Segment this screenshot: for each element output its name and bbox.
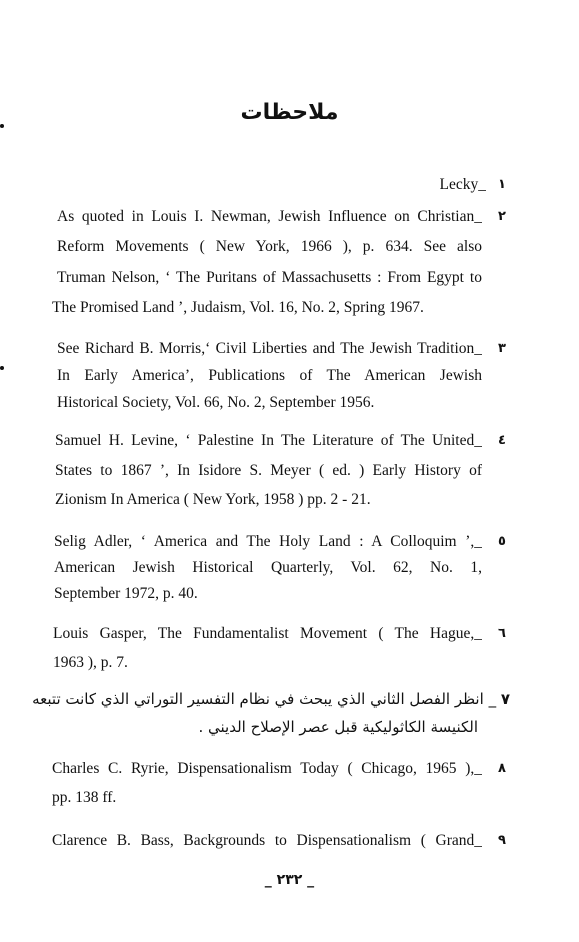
note-1 [52,176,508,198]
note-8 [52,760,508,810]
note-4 [52,432,508,512]
note-4-line-3: Zionism In America ( New York, 1958 ) pp. 2 - 21. [55,491,371,508]
note-2 [52,208,508,328]
page-number: _ ٢٣٢ _ [264,872,315,888]
note-8-line-1: Charles C. Ryrie, Dispensationalism Today ( Chicago, 1965 ),_ [52,760,482,777]
note-5-line-2: American Jewish Historical Quarterly, Vol. 62, No. 1, [54,559,482,576]
note-3 [52,340,508,420]
note-number: ٦ [498,626,506,641]
scan-speck [0,366,4,370]
note-number: ٧ [500,690,510,708]
note-9 [52,832,508,856]
note-3-line-1: See Richard B. Morris,‘ Civil Liberties and The Jewish Tradition_ [57,340,482,357]
note-4-line-1: Samuel H. Levine, ‘ Palestine In The Literature of The United_ [55,432,482,449]
note-5 [52,533,508,613]
note-7-line-1: ٧ _ انظر الفصل الثاني الذي يبحث في نظام التفسير التوراتي الذي كانت تتبعه [32,690,510,708]
note-1-line-1: Lecky_ [439,176,486,193]
note-number: ٨ [498,761,506,776]
note-number: ١ [498,177,506,192]
note-number: ٥ [498,534,506,549]
note-number: ٩ [498,833,506,848]
note-4-line-2: States to 1867 ’, In Isidore S. Meyer ( ed. ) Early History of [55,462,482,479]
note-number: ٢ [498,209,506,224]
note-number: ٣ [498,341,506,356]
note-3-line-2: In Early America’, Publications of The American Jewish [57,367,482,384]
note-2-line-3: Truman Nelson, ‘ The Puritans of Massachusetts : From Egypt to [57,269,482,286]
note-5-line-1: Selig Adler, ‘ America and The Holy Land : A Colloquim ’,_ [54,533,482,550]
page-title: ملاحظات [240,100,339,125]
note-2-line-2: Reform Movements ( New York, 1966 ), p. 634. See also [57,238,482,255]
note-2-line-1: As quoted in Louis I. Newman, Jewish Influence on Christian_ [57,208,482,225]
note-6 [52,625,508,675]
note-2-line-4: The Promised Land ’, Judaism, Vol. 16, No. 2, Spring 1967. [52,299,424,316]
note-number: ٤ [498,433,506,448]
note-9-line-1: Clarence B. Bass, Backgrounds to Dispensationalism ( Grand_ [52,832,482,849]
note-5-line-3: September 1972, p. 40. [54,585,198,602]
note-6-line-2: 1963 ), p. 7. [53,654,128,671]
note-6-line-1: Louis Gasper, The Fundamentalist Movement ( The Hague,_ [53,625,482,642]
note-3-line-3: Historical Society, Vol. 66, No. 2, September 1956. [57,394,375,411]
note-7-arabic [32,690,510,746]
note-7-line-2: الكنيسة الكاثوليكية قبل عصر الإصلاح الديني . [198,718,478,736]
note-8-line-2: pp. 138 ff. [52,789,117,806]
